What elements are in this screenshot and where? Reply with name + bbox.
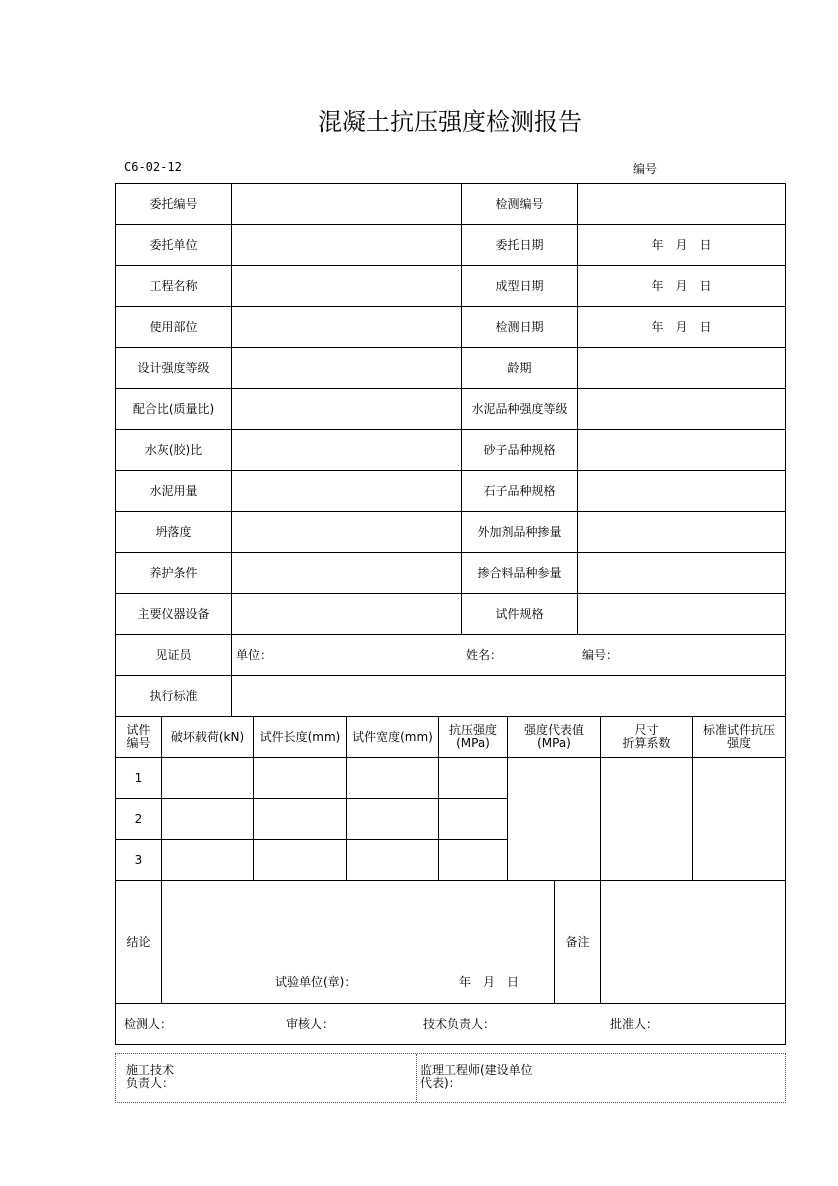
test-value[interactable] xyxy=(439,758,508,799)
remark-value[interactable] xyxy=(601,881,786,1004)
test-value[interactable] xyxy=(162,840,254,881)
test-header: 试件宽度(mm) xyxy=(347,717,439,758)
field-value[interactable] xyxy=(578,512,786,553)
field-value[interactable]: 年 月 日 xyxy=(578,307,786,348)
field-label: 砂子品种规格 xyxy=(462,430,578,471)
specimen-number: 3 xyxy=(116,840,162,881)
field-label: 主要仪器设备 xyxy=(116,594,232,635)
test-header: 尺寸 折算系数 xyxy=(601,717,693,758)
test-value[interactable] xyxy=(347,799,439,840)
field-value[interactable] xyxy=(578,348,786,389)
field-value[interactable] xyxy=(578,594,786,635)
specimen-number: 2 xyxy=(116,799,162,840)
field-value[interactable] xyxy=(232,471,462,512)
field-label: 水灰(胶)比 xyxy=(116,430,232,471)
witness-info[interactable] xyxy=(232,635,786,676)
number-label: 编号 xyxy=(633,162,658,176)
signer-label: 审核人： xyxy=(286,1016,335,1031)
test-value[interactable] xyxy=(254,799,347,840)
field-value[interactable] xyxy=(578,430,786,471)
signer-label: 批准人： xyxy=(610,1016,659,1031)
field-label: 坍落度 xyxy=(116,512,232,553)
test-value[interactable] xyxy=(254,840,347,881)
test-value[interactable] xyxy=(439,799,508,840)
field-label: 工程名称 xyxy=(116,266,232,307)
test-header: 抗压强度 (MPa) xyxy=(439,717,508,758)
witness-field: 编号： xyxy=(582,647,619,662)
field-label: 养护条件 xyxy=(116,553,232,594)
field-value[interactable] xyxy=(578,553,786,594)
witness-label: 见证员 xyxy=(116,635,232,676)
test-header: 试件长度(mm) xyxy=(254,717,347,758)
report-table xyxy=(115,183,786,1045)
field-label: 检测日期 xyxy=(462,307,578,348)
conclusion-field: 年 月 日 xyxy=(459,975,520,989)
field-label: 委托编号 xyxy=(116,184,232,225)
field-label: 龄期 xyxy=(462,348,578,389)
signer-label: 检测人： xyxy=(124,1016,173,1031)
field-label: 水泥品种强度等级 xyxy=(462,389,578,430)
field-value[interactable] xyxy=(578,389,786,430)
test-value[interactable] xyxy=(347,758,439,799)
field-value[interactable] xyxy=(232,184,462,225)
signature-box xyxy=(115,1053,786,1103)
field-value[interactable] xyxy=(232,553,462,594)
test-header: 标准试件抗压 强度 xyxy=(693,717,786,758)
test-header: 破坏载荷(kN) xyxy=(162,717,254,758)
field-label: 试件规格 xyxy=(462,594,578,635)
specimen-number: 1 xyxy=(116,758,162,799)
field-label: 石子品种规格 xyxy=(462,471,578,512)
field-value[interactable] xyxy=(578,184,786,225)
field-label: 检测编号 xyxy=(462,184,578,225)
field-value[interactable] xyxy=(232,307,462,348)
field-label: 委托单位 xyxy=(116,225,232,266)
field-value[interactable] xyxy=(232,389,462,430)
standard-value[interactable] xyxy=(232,676,786,717)
field-value[interactable]: 年 月 日 xyxy=(578,266,786,307)
supervisor-label: 监理工程师(建设单位 代表)： xyxy=(420,1063,533,1090)
test-value[interactable] xyxy=(439,840,508,881)
remark-label: 备注 xyxy=(555,881,601,1004)
field-value[interactable] xyxy=(578,471,786,512)
merged-value[interactable] xyxy=(601,758,693,881)
test-value[interactable] xyxy=(347,840,439,881)
field-label: 掺合料品种参量 xyxy=(462,553,578,594)
field-label: 设计强度等级 xyxy=(116,348,232,389)
field-value[interactable] xyxy=(232,512,462,553)
field-value[interactable] xyxy=(232,430,462,471)
merged-value[interactable] xyxy=(508,758,601,881)
test-value[interactable] xyxy=(162,799,254,840)
merged-value[interactable] xyxy=(693,758,786,881)
field-label: 外加剂品种掺量 xyxy=(462,512,578,553)
field-value[interactable] xyxy=(232,225,462,266)
field-value[interactable] xyxy=(232,348,462,389)
field-label: 委托日期 xyxy=(462,225,578,266)
report-title: 混凝土抗压强度检测报告 xyxy=(318,108,582,136)
witness-field: 单位： xyxy=(236,647,273,662)
conclusion-field: 试验单位(章)： xyxy=(275,975,357,989)
field-label: 使用部位 xyxy=(116,307,232,348)
test-value[interactable] xyxy=(254,758,347,799)
test-header: 试件 编号 xyxy=(116,717,162,758)
construction-lead-label: 施工技术 负责人： xyxy=(126,1063,175,1090)
field-label: 配合比(质量比) xyxy=(116,389,232,430)
conclusion-value[interactable] xyxy=(162,881,555,1004)
signers-row xyxy=(116,1004,786,1045)
form-code: C6-02-12 xyxy=(124,160,182,174)
witness-field: 姓名： xyxy=(466,647,503,662)
field-value[interactable]: 年 月 日 xyxy=(578,225,786,266)
field-label: 水泥用量 xyxy=(116,471,232,512)
standard-label: 执行标准 xyxy=(116,676,232,717)
test-value[interactable] xyxy=(162,758,254,799)
test-header: 强度代表值 (MPa) xyxy=(508,717,601,758)
field-label: 成型日期 xyxy=(462,266,578,307)
field-value[interactable] xyxy=(232,594,462,635)
field-value[interactable] xyxy=(232,266,462,307)
signer-label: 技术负责人： xyxy=(423,1016,496,1031)
conclusion-label: 结论 xyxy=(116,881,162,1004)
